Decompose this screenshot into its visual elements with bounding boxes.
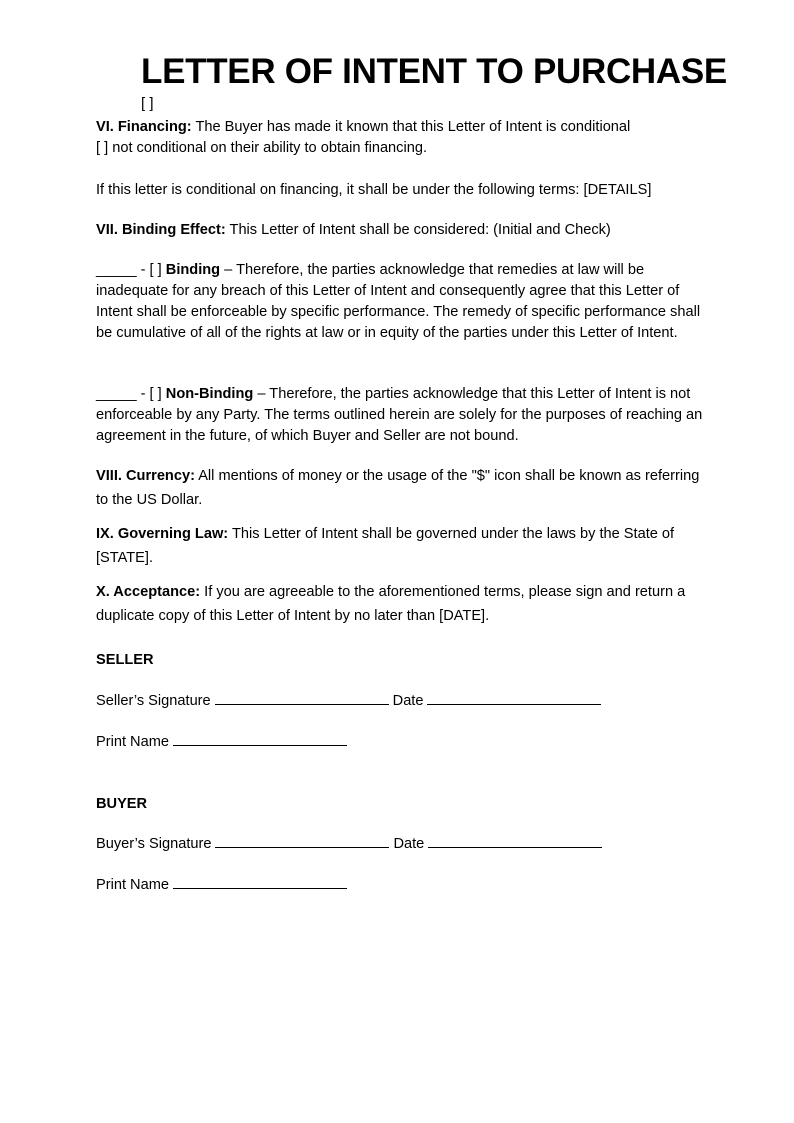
nonbinding-initial-check[interactable]: _____ - [ ] (96, 386, 162, 402)
binding-effect-paragraph (96, 220, 708, 241)
financing-not-conditional: [ ] not conditional on their ability to obtain financing. (96, 140, 428, 156)
binding-label: Binding (165, 262, 221, 278)
buyer-heading (96, 794, 147, 814)
acceptance-text: If you are agreeable to the aforementioned terms, please sign and return a duplicate copy of this Letter of Intent by no later than [DATE]. (96, 584, 686, 624)
currency-heading: VIII. Currency: (96, 468, 195, 484)
seller-print-name-row (96, 731, 351, 752)
binding-option (96, 260, 708, 344)
seller-heading-text: SELLER (96, 652, 154, 668)
financing-paragraph (96, 117, 708, 159)
seller-heading (96, 650, 154, 670)
governing-law-text: This Letter of Intent shall be governed under the laws by the State of [STATE]. (96, 526, 675, 566)
buyer-print-name-label: Print Name (96, 877, 169, 893)
acceptance-heading: X. Acceptance: (96, 584, 201, 600)
financing-text: The Buyer has made it known that this Letter of Intent is conditional (195, 119, 631, 135)
buyer-signature-field[interactable] (215, 833, 389, 848)
binding-effect-heading: VII. Binding Effect: (96, 222, 226, 238)
seller-date-field[interactable] (427, 690, 601, 705)
binding-effect-text: This Letter of Intent shall be considered: (Initial and Check) (229, 222, 611, 238)
governing-law-heading: IX. Governing Law: (96, 526, 229, 542)
buyer-heading-text: BUYER (96, 796, 148, 812)
buyer-print-name-field[interactable] (173, 874, 347, 889)
seller-print-name-label: Print Name (96, 734, 169, 750)
financing-terms: If this letter is conditional on financing, it shall be under the following terms: [DETAILS] (96, 182, 652, 198)
financing-heading: VI. Financing: (96, 119, 192, 135)
binding-text: – Therefore, the parties acknowledge that remedies at law will be inadequate for any breach of this Letter of Intent and consequently agree that this Letter of Intent shall be enforceable by specific performance. The remedy of specific performance shall be cumulative of all of the rights at law or in equity of the parties under this Letter of Intent. (96, 262, 701, 341)
nonbinding-option (96, 384, 708, 447)
currency-paragraph (96, 464, 708, 512)
nonbinding-label: Non-Binding (165, 386, 254, 402)
buyer-signature-row (96, 833, 606, 854)
currency-text: All mentions of money or the usage of the "$" icon shall be known as referring to the US Dollar. (96, 468, 700, 508)
buyer-date-field[interactable] (428, 833, 602, 848)
seller-print-name-field[interactable] (173, 731, 347, 746)
title-checkbox[interactable]: [ ] (141, 95, 154, 112)
buyer-signature-label: Buyer’s Signature (96, 836, 212, 852)
binding-initial-check[interactable]: _____ - [ ] (96, 262, 162, 278)
seller-signature-field[interactable] (215, 690, 389, 705)
buyer-date-label: Date (393, 836, 425, 852)
buyer-print-name-row (96, 874, 351, 895)
seller-signature-label: Seller’s Signature (96, 693, 211, 709)
document-title: LETTER OF INTENT TO PURCHASE (141, 52, 727, 91)
seller-signature-row (96, 690, 605, 711)
seller-date-label: Date (392, 693, 424, 709)
acceptance-paragraph (96, 580, 708, 628)
nonbinding-text: – Therefore, the parties acknowledge that this Letter of Intent is not enforceable by any Party. The terms outlined herein are solely for the purposes of reaching an agreement in the future, of which Buyer and Seller are not bound. (96, 386, 703, 444)
governing-law-paragraph (96, 522, 708, 570)
